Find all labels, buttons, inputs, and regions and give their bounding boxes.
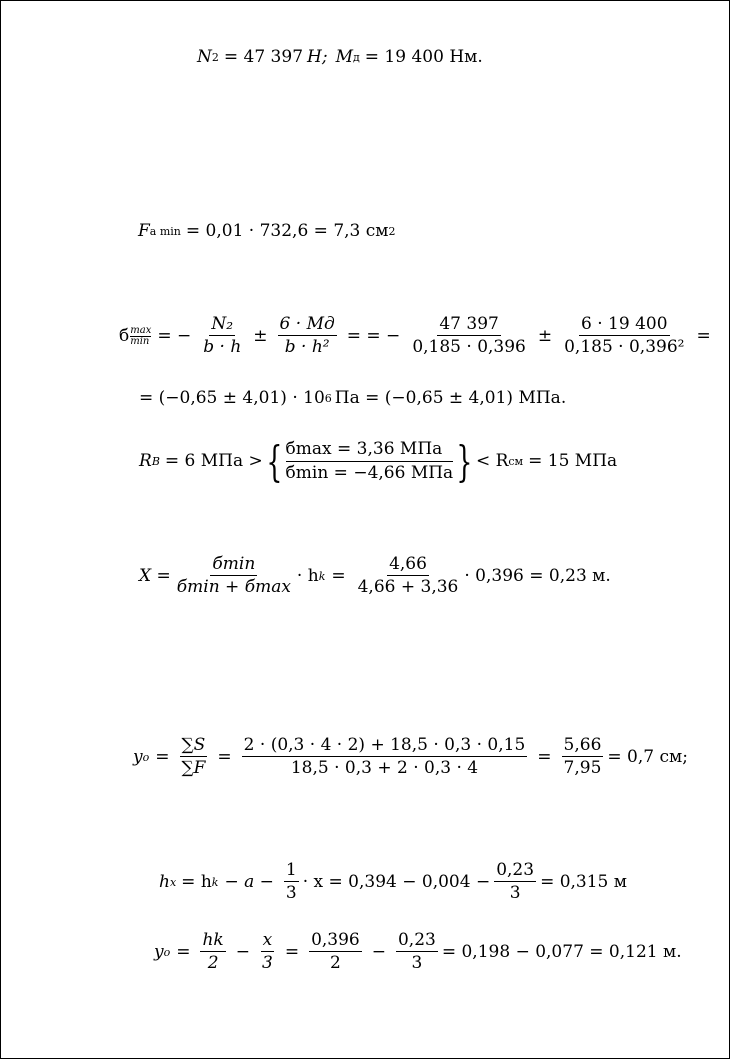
minus: − [235, 941, 250, 962]
equals-hk: = h [181, 871, 212, 892]
minus-a: − a − [224, 871, 274, 892]
fraction-x-third [260, 932, 275, 972]
fraction-denominator: 3 [261, 953, 273, 973]
equation-strength-check [139, 438, 617, 485]
fraction-one-third [284, 862, 299, 902]
y-subscript: o [142, 750, 150, 764]
m-subscript: д [353, 51, 360, 64]
r-cm-value: = 15 МПа [528, 451, 618, 471]
equation-stress-result [139, 390, 566, 407]
fraction-denominator: 0,185 · 0,396 [412, 337, 526, 357]
sigma-sub-max: max [130, 324, 152, 336]
fraction-numerator: 0,396 [311, 930, 360, 950]
sigma-max-value: бmax = 3,36 МПа [286, 438, 454, 462]
equals: = [155, 746, 170, 767]
n2-symbol: N [197, 47, 212, 67]
area-exponent: 2 [388, 225, 396, 238]
fraction-numerator: 47 397 [439, 314, 499, 334]
fraction-numerator: 0,23 [496, 860, 535, 880]
neutral-axis-result: · 0,396 = 0,23 м. [464, 565, 611, 586]
minus: − [371, 941, 386, 962]
sigma-letter: б [119, 325, 130, 346]
fraction-denominator: 2 [329, 953, 341, 973]
r-symbol: R [139, 451, 152, 471]
fraction-denominator: 4,66 + 3,36 [357, 577, 459, 597]
r-value: = 6 МПа > [164, 451, 263, 471]
fraction-denominator: 0,185 · 0,396² [564, 337, 685, 357]
fraction-numeric-2 [562, 316, 686, 356]
stress-result-text: = (−0,65 ± 4,01) · 10 [139, 388, 325, 408]
y-symbol: y [133, 746, 143, 767]
plus-minus: ± [537, 325, 553, 346]
fraction-n-over-bh [201, 316, 243, 356]
sigma-symbol [119, 326, 151, 347]
fraction-numerator: 0,23 [397, 930, 436, 950]
fraction-numeric-2 [396, 932, 438, 972]
fraction-numerator: hk [202, 930, 224, 950]
fraction-denominator: 3 [509, 883, 521, 903]
r-subscript: B [151, 455, 160, 468]
fraction-denominator: ∑F [181, 758, 206, 778]
equation-lever-arm [154, 932, 682, 972]
equation-centroid [133, 737, 688, 777]
n2-value: = 47 397 [223, 47, 304, 67]
equals-minus: = = − [346, 325, 401, 346]
stress-values-stack [286, 438, 454, 485]
centroid-result: = 0,7 см; [607, 746, 688, 767]
fraction-numerator: бmin [212, 554, 256, 574]
fraction-numeric-1 [410, 316, 528, 356]
equals: = [217, 746, 232, 767]
equation-stress [119, 316, 717, 356]
fraction-numeric-2 [562, 737, 604, 777]
sigma-min-value: бmin = −4,66 МПа [285, 463, 454, 483]
fraction-denominator: b · h² [284, 337, 330, 357]
fraction-denominator: 3 [285, 883, 297, 903]
equation-forces [197, 49, 483, 66]
h-subscript: x [169, 875, 177, 889]
equals: = [696, 325, 711, 346]
right-brace-icon: } [456, 436, 473, 486]
y-symbol: y [154, 941, 164, 962]
fraction-numerator: 2 · (0,3 · 4 · 2) + 18,5 · 0,3 · 0,15 [243, 735, 526, 755]
fraction-hk-half [200, 932, 225, 972]
fraction-denominator: 7,95 [563, 758, 602, 778]
fraction-numeric [356, 556, 461, 596]
plus-minus: ± [253, 325, 268, 346]
h-symbol: h [159, 871, 170, 892]
fraction-numerator: 4,66 [389, 554, 427, 574]
fraction-numerator: 5,66 [563, 735, 602, 755]
n2-unit: Н; [307, 47, 328, 67]
equals: = [284, 941, 300, 962]
fraction-denominator: 2 [207, 953, 219, 973]
fraction-sum-ratio [179, 737, 207, 777]
equals: = [176, 941, 191, 962]
fraction-denominator: бmin + бmax [176, 577, 291, 597]
y-subscript: o [163, 945, 171, 959]
fraction-m-over-bh2 [278, 316, 337, 356]
fraction-numeric [494, 862, 536, 902]
equation-area [138, 223, 396, 240]
fraction-numerator: 1 [285, 860, 297, 880]
fraction-numeric-1 [242, 737, 528, 777]
r-cm-subscript: см [508, 455, 524, 468]
area-value: = 0,01 · 732,6 = 7,3 см [185, 221, 389, 241]
fraction-numerator: 6 · Mд [279, 314, 335, 334]
fraction-denominator: 3 [411, 953, 423, 973]
sigma-subscripts [130, 326, 151, 347]
fraction-sigma-ratio [175, 556, 293, 596]
fraction-numerator: N₂ [211, 314, 234, 334]
equation-neutral-axis [139, 556, 611, 596]
hk-subscript: k [211, 875, 219, 889]
fraction-numerator: x [262, 930, 273, 950]
left-brace-icon: { [266, 436, 283, 486]
f-symbol: F [138, 221, 150, 241]
sigma-sub-min: min [130, 335, 150, 347]
stress-result-rest: Па = (−0,65 ± 4,01) МПа. [334, 388, 567, 408]
n2-subscript: 2 [211, 51, 219, 64]
fraction-denominator: 18,5 · 0,3 + 2 · 0,3 · 4 [290, 758, 479, 778]
m-value: = 19 400 Нм. [364, 47, 483, 67]
x-symbol: X = [139, 565, 171, 586]
equation-height [159, 862, 627, 902]
f-subscript: a min [149, 225, 181, 238]
power-exponent: 6 [324, 392, 332, 405]
fraction-numerator: ∑S [181, 735, 206, 755]
height-expression: · x = 0,394 − 0,004 − [302, 871, 491, 892]
r-cm-symbol: < R [475, 451, 509, 471]
equals: = [331, 565, 346, 586]
height-result: = 0,315 м [540, 871, 628, 892]
equals: = [537, 746, 552, 767]
hk-symbol: · h [296, 565, 319, 586]
fraction-numerator: 6 · 19 400 [581, 314, 668, 334]
m-symbol: M [335, 47, 353, 67]
equals-minus: = − [157, 325, 192, 346]
lever-arm-result: = 0,198 − 0,077 = 0,121 м. [441, 941, 682, 962]
hk-subscript: k [318, 569, 326, 583]
fraction-denominator: b · h [203, 337, 242, 357]
fraction-numeric-1 [309, 932, 362, 972]
